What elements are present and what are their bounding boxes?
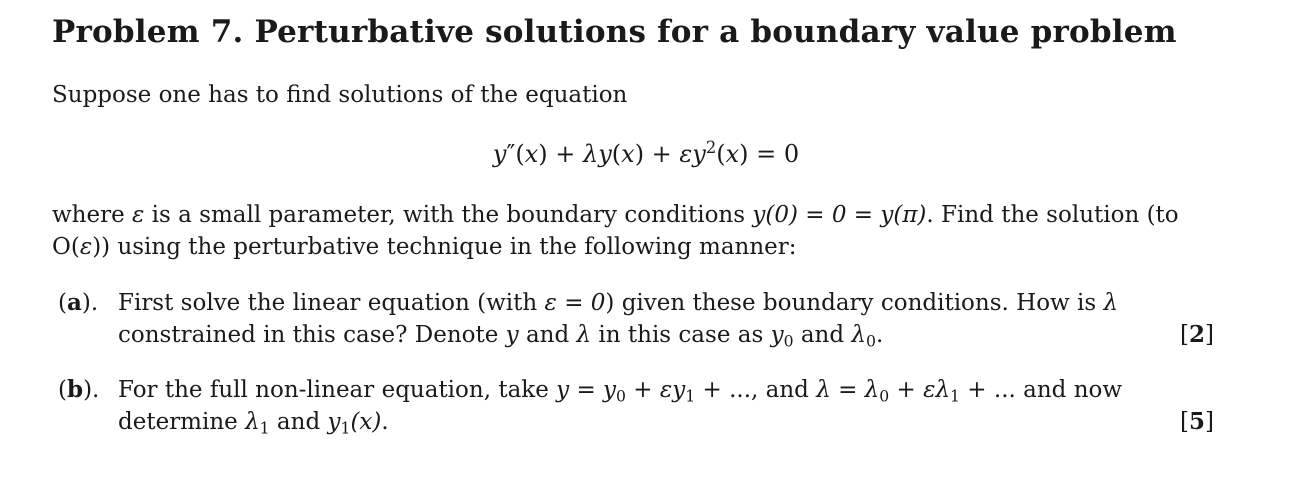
part-b-label: (b). [58, 376, 100, 403]
part-a-text: First solve the linear equation (with ε = 0) given these boundary conditions. How is λ constrained in this case? Denote y and λ in this case as $y_0$ and $\lambda_0$. [118, 290, 1119, 351]
part-b-marks: [5] [1180, 408, 1214, 435]
problem-title: Problem 7. Perturbative solutions for a boundary value problem [52, 14, 1177, 50]
part-a [58, 287, 1214, 351]
part-b [58, 374, 1214, 438]
differential-equation: $y''(x) + \lambda y(x) + \varepsilon y^2(x) = 0$ [492, 138, 800, 168]
part-b-text: For the full non-linear equation, take $y = y_0 + \varepsilon y_1$ + ..., and $\lambda = \lambda_0 + \varepsilon\lambda_1$ + ... and now determine $\lambda_1$ and $y_1(x)$. [118, 377, 1123, 438]
problem-description: where ε is a small parameter, with the boundary conditions y(0) = 0 = y(π). Find the solution (to O(ε)) using the perturbative technique in the following manner: [52, 202, 1179, 260]
intro-text: Suppose one has to find solutions of the equation [52, 82, 628, 108]
part-a-label: (a). [58, 289, 99, 316]
part-a-marks: [2] [1180, 321, 1214, 348]
